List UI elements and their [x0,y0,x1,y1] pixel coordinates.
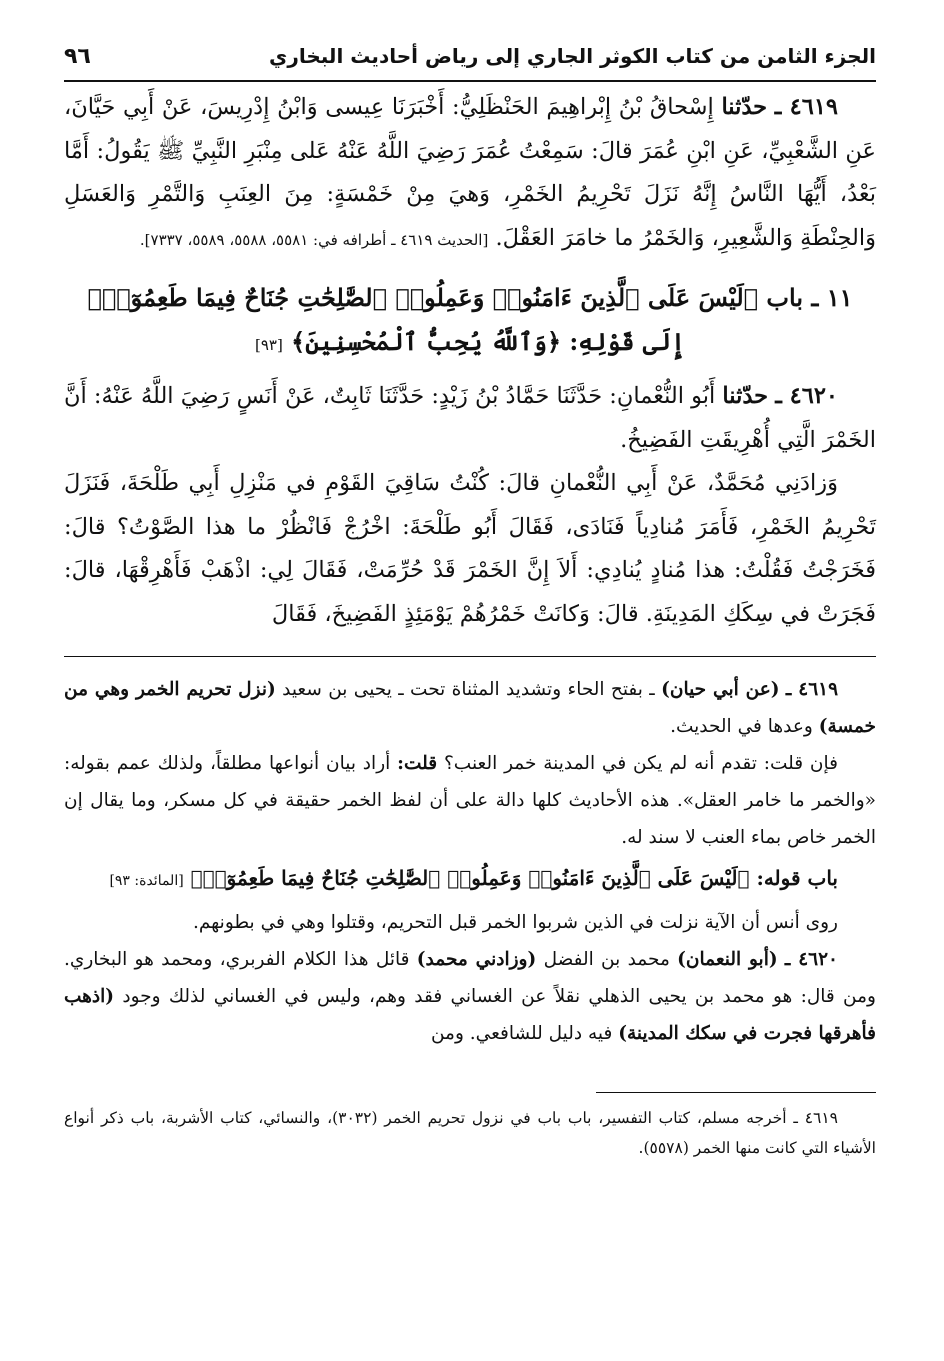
commentary-text: فإن قلت: تقدم أنه لم يكن في المدينة خمر العنب؟ [443,753,838,774]
hadith-4619-paragraph [64,86,876,262]
book-page [64,44,876,1163]
commentary-number: ٤٦١٩ ـ [785,679,839,700]
commentary [64,671,876,1052]
bab-verse: ﴿لَيْسَ عَلَى ٱلَّذِينَ ءَامَنُوا۟ وَعَمِلُوا۟ ٱلصَّٰلِحَٰتِ جُنَاحٌ فِيمَا طَعِمُوٓا۟﴾ [190,866,750,890]
commentary-quote: (عن أبي حيان) [661,679,780,700]
hadith-4620-paragraph [64,375,876,462]
commentary-4619 [64,671,876,745]
hadith-reference: [الحديث ٤٦١٩ ـ أطرافه في: ٥٥٨١، ٥٥٨٨، ٥٥٨٩، ٧٣٣٧]. [139,230,489,249]
commentary-quote: (اذهب فأهرقها فجرت في سكك المدينة) [64,986,876,1044]
bab-verse-ref: [المائدة: ٩٣] [109,873,184,889]
footnote [64,1103,876,1163]
book-title: الجزء الثامن من كتاب الكوثر الجاري إلى رياض أحاديث البخاري [269,44,876,68]
chapter-heading [64,276,876,367]
hadith-number: ٤٦١٩ ـ [774,94,839,120]
bab-label: باب قوله: [756,866,838,890]
commentary-text: قائل هذا الكلام الفربري، ومحمد هو البخاري. ومن قال: هو محمد بن يحيى الذهلي نقلاً عن الغساني فقد وهم، وليس في الغساني لذلك وجود [64,949,876,1007]
hadith-lead: حدّثنا [721,94,768,120]
commentary-question [64,745,876,856]
text-commentary-divider [64,656,876,657]
chapter-title-line1: ١١ ـ باب ﴿لَيْسَ عَلَى ٱلَّذِينَ ءَامَنُوا۟ وَعَمِلُوا۟ ٱلصَّٰلِحَٰتِ جُنَاحٌ فِيمَا طَعِمُوٓا۟﴾ [87,283,853,312]
commentary-answer-label: قلت: [397,753,438,774]
footnote-text: ٤٦١٩ ـ أخرجه مسلم، كتاب التفسير، باب باب في نزول تحريم الخمر (٣٠٣٢)، والنسائي، كتاب الأشربة، باب ذكر أنواع الأشياء التي كانت منها الخمر (٥٥٧٨). [64,1109,876,1157]
chapter-title-line2 [64,320,876,367]
commentary-text: محمد بن الفضل [543,949,670,970]
hadith-text: إِسْحاقُ بْنُ إِبْراهِيمَ الحَنْظَلِيُّ: أَخْبَرَنَا عِيسى وَابْنُ إِدْرِيسَ، عَنْ أَبِي حَيَّانَ، عَنِ الشَّعْبِيِّ، عَنِ ابْنِ عُمَرَ قالَ: سَمِعْتُ عُمَرَ رَضِيَ اللَّهُ عَنْهُ عَلى مِنْبَرِ النَّبِيِّ ﷺ يَقُولُ: أَمَّا بَعْدُ، أَيُّهَا النَّاسُ إِنَّهُ نَزَلَ تَحْرِيمُ الخَمْرِ، وَهيَ مِنْ خَمْسَةٍ: مِنَ العِنَبِ وَالتَّمْرِ وَالعَسَلِ وَالحِنْطَةِ وَالشَّعِيرِ، وَالخَمْرُ ما خامَرَ العَقْلَ. [64,94,876,251]
hadith-text: أَبُو النُّعْمانِ: حَدَّثَنَا حَمَّادُ بْنُ زَيْدٍ: حَدَّثَنَا ثَابِتٌ، عَنْ أَنَسٍ رَضِيَ اللَّهُ عَنْهُ: أَنَّ الخَمْرَ الَّتِي أُهْرِيقَتِ الفَضِيخُ. [64,383,876,453]
footnote-divider [596,1092,876,1093]
hadith-4620 [64,375,876,636]
hadith-lead: حدّثنا [722,383,769,409]
commentary-anas: روى أنس أن الآية نزلت في الذين شربوا الخمر قبل التحريم، وقتلوا وهي في بطونهم. [192,912,838,933]
commentary-quote: (وزادني محمد) [416,949,537,970]
commentary-text: وعدها في الحديث. [670,716,813,737]
running-header [64,44,876,82]
commentary-text: أراد بيان أنواعها مطلقاً، ولذلك عمم بقوله: «والخمر ما خامر العقل». هذه الأحاديث كلها دالة على أن لفظ الخمر حقيقة في كل مسكر، وما يقال إن الخمر خاص بماء العنب لا سند له. [64,753,876,848]
commentary-bab-heading [64,860,876,900]
commentary-text: فيه دليل للشافعي. ومن [430,1023,613,1044]
chapter-verse-end: إِلَى قَوْلِهِ: ﴿وَٱللَّهُ يُحِبُّ ٱلْمُحْسِنِينَ﴾ [291,327,686,356]
commentary-4620 [64,941,876,1052]
commentary-text: ـ بفتح الحاء وتشديد المثناة تحت ـ يحيى بن سعيد [282,679,655,700]
hadith-number: ٤٦٢٠ ـ [775,383,838,409]
chapter-verse-ref: [٩٣] [254,336,283,354]
hadith-4619 [64,86,876,262]
commentary-quote: (أبو النعمان) [677,949,778,970]
commentary-quote: (نزل تحريم الخمر وهي من خمسة) [64,679,876,737]
page-number: ٩٦ [64,44,91,69]
commentary-number: ٤٦٢٠ ـ [784,949,838,970]
hadith-4620-continuation: وَزادَنِي مُحَمَّدٌ، عَنْ أَبِي النُّعْمانِ قالَ: كُنْتُ سَاقِيَ القَوْمِ في مَنْزِلِ أَبِي طَلْحَةَ، فَنَزَلَ تَحْرِيمُ الخَمْرِ، فَأَمَرَ مُنادِياً فَنَادَى، فَقَالَ أَبُو طَلْحَةَ: اخْرُجْ فَانْظُرْ ما هذا الصَّوْتُ؟ قالَ: فَخَرَجْتُ فَقُلْتُ: هذا مُنادٍ يُنادِي: أَلاَ إِنَّ الخَمْرَ قَدْ حُرِّمَتْ، فَقَالَ لِي: اذْهَبْ فَأَهْرِقْهَا، قالَ: فَجَرَتْ في سِكَكِ المَدِينَةِ. قالَ: وَكانَتْ خَمْرُهُمْ يَوْمَئِذٍ الفَضِيخَ، فَقَالَ [64,470,876,627]
